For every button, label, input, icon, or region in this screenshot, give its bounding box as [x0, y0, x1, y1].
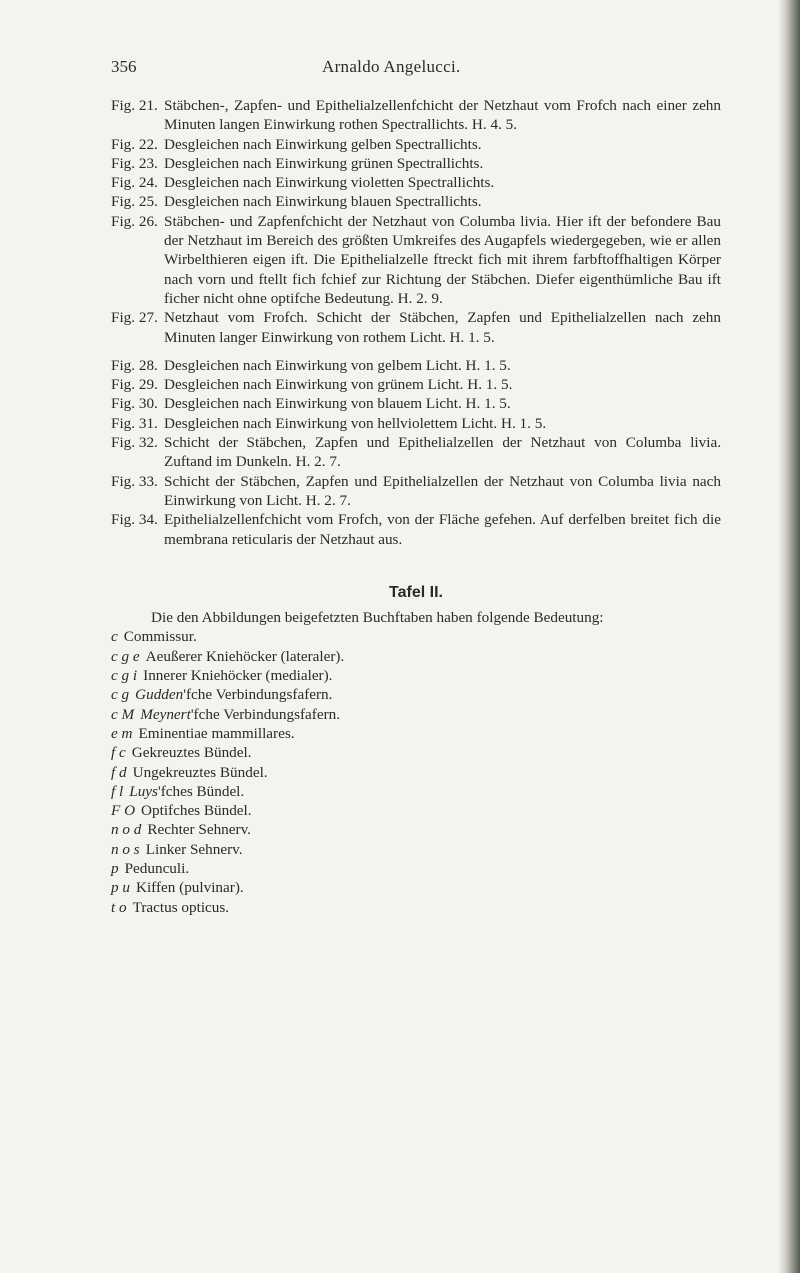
spacer	[111, 347, 721, 356]
legend-text: 'fches Bündel.	[157, 782, 245, 800]
legend-text: Commissur.	[123, 628, 197, 646]
legend-text: Pedunculi.	[124, 859, 190, 877]
figure-caption-30	[111, 394, 721, 413]
legend-abbr: p u	[111, 879, 130, 897]
figure-label: Fig. 26.	[111, 212, 158, 230]
figure-text: Desgleichen nach Einwirkung gelben Spectrallichts.	[164, 135, 482, 153]
legend-text: Gekreuztes Bündel.	[131, 744, 252, 762]
legend-text: Eminentiae mammillares.	[138, 724, 295, 742]
figure-text: Stäbchen-, Zapfen- und Epithelialzellenfchicht der Netzhaut vom Frofch nach einer zehn Minuten langen Einwirkung rothen Spectrallichts. H. 4. 5.	[164, 97, 721, 134]
figure-caption-29	[111, 375, 721, 394]
figure-caption-26	[111, 212, 721, 308]
figure-caption-21	[111, 96, 721, 135]
figure-text: Desgleichen nach Einwirkung von blauem Licht. H. 1. 5.	[164, 395, 511, 413]
figure-label: Fig. 32.	[111, 434, 158, 452]
legend-item	[111, 666, 721, 685]
page-body	[111, 96, 721, 917]
figure-caption-25	[111, 192, 721, 211]
figure-label: Fig. 31.	[111, 414, 158, 432]
figure-label: Fig. 25.	[111, 193, 158, 211]
figure-text: Desgleichen nach Einwirkung grünen Spectrallichts.	[164, 154, 484, 172]
page-header	[0, 57, 800, 79]
page-edge-shadow	[778, 0, 800, 1273]
figure-label: Fig. 33.	[111, 472, 158, 490]
figure-caption-27	[111, 308, 721, 347]
figure-caption-22	[111, 135, 721, 154]
legend-text: Linker Sehnerv.	[145, 840, 243, 858]
figure-caption-32	[111, 433, 721, 472]
legend-item	[111, 743, 721, 762]
legend-item	[111, 859, 721, 878]
legend-abbr: f l	[111, 782, 124, 800]
figure-text: Desgleichen nach Einwirkung blauen Spectrallichts.	[164, 193, 482, 211]
legend-text: Rechter Sehnerv.	[147, 821, 251, 839]
plate-title: Tafel II.	[389, 583, 443, 601]
legend-abbr: c	[111, 628, 118, 646]
legend-abbr: e m	[111, 724, 133, 742]
legend-text: 'fche Verbindungsfafern.	[190, 705, 341, 723]
figure-label: Fig. 21.	[111, 97, 158, 114]
legend-item	[111, 705, 721, 724]
figure-label: Fig. 28.	[111, 356, 158, 374]
legend-text: Ungekreuztes Bündel.	[132, 763, 268, 781]
legend-item	[111, 763, 721, 782]
figure-text: Epithelialzellenfchicht vom Frofch, von der Fläche gefehen. Auf derfelben breitet fich die membrana reticularis der Netzhaut aus.	[164, 511, 721, 548]
running-head: Arnaldo Angelucci.	[322, 57, 461, 76]
legend-item	[111, 685, 721, 704]
legend-item	[111, 647, 721, 666]
legend-abbr: n o d	[111, 821, 142, 839]
figure-label: Fig. 30.	[111, 395, 158, 413]
legend-abbr: f c	[111, 744, 126, 762]
figure-caption-28	[111, 356, 721, 375]
figure-text: Desgleichen nach Einwirkung von gelbem Licht. H. 1. 5.	[164, 356, 511, 374]
figure-caption-33	[111, 472, 721, 511]
legend-abbr: c g	[111, 686, 130, 704]
figure-caption-34	[111, 510, 721, 549]
figure-label: Fig. 23.	[111, 154, 158, 172]
legend-abbr: c g i	[111, 667, 138, 685]
legend-abbr: t o	[111, 898, 127, 916]
legend-abbr: c g e	[111, 647, 140, 665]
legend-text: Aeußerer Kniehöcker (lateraler).	[145, 647, 345, 665]
legend-abbr: c M	[111, 705, 135, 723]
figure-label: Fig. 22.	[111, 135, 158, 153]
page-number: 356	[111, 57, 137, 76]
legend-text: Innerer Kniehöcker (medialer).	[143, 667, 333, 685]
figure-text: Schicht der Stäbchen, Zapfen und Epithelialzellen der Netzhaut von Columba livia. Zuftand im Dunkeln. H. 2. 7.	[164, 434, 721, 471]
legend-author: Luys	[129, 782, 158, 800]
figure-label: Fig. 24.	[111, 174, 158, 192]
legend-author: Gudden	[135, 686, 184, 704]
figure-caption-31	[111, 414, 721, 433]
figure-label: Fig. 27.	[111, 309, 158, 327]
legend-item	[111, 724, 721, 743]
legend-item	[111, 801, 721, 820]
figure-text: Schicht der Stäbchen, Zapfen und Epithelialzellen der Netzhaut von Columba livia nach Einwirkung von Licht. H. 2. 7.	[164, 472, 721, 509]
legend-author: Meynert	[140, 705, 191, 723]
figure-label: Fig. 29.	[111, 376, 158, 394]
legend-text: 'fche Verbindungsfafern.	[183, 686, 333, 704]
legend-item	[111, 627, 721, 646]
figure-text: Netzhaut vom Frofch. Schicht der Stäbchen, Zapfen und Epithelialzellen nach zehn Minuten langer Einwirkung von rothem Licht. H. 1. 5.	[164, 309, 721, 346]
legend-abbr: f d	[111, 763, 127, 781]
legend-abbr: F O	[111, 802, 136, 820]
figure-caption-24	[111, 173, 721, 192]
figure-text: Desgleichen nach Einwirkung violetten Spectrallichts.	[164, 174, 495, 192]
plate-intro: Die den Abbildungen beigefetzten Buchftaben haben folgende Bedeutung:	[151, 609, 604, 627]
figure-text: Stäbchen- und Zapfenfchicht der Netzhaut von Columba livia. Hier ift der befondere Bau der Netzhaut im Bereich des größten Umkreifes des Augapfels wiedergegeben, wie er allen Wirbelthieren eigen ift. Die Epithelialzelle ftreckt fich mit ihrem farbftoffhaltigen Körper nach vorn und ftellt fich fchief zur Richtung der Stäbchen. Diefer eigenthümliche Bau ift ficher nicht ohne optifche Bedeutung. H. 2. 9.	[164, 212, 721, 307]
legend-item	[111, 878, 721, 897]
figure-text: Desgleichen nach Einwirkung von hellviolettem Licht. H. 1. 5.	[164, 414, 547, 432]
figure-label: Fig. 34.	[111, 511, 158, 529]
figure-text: Desgleichen nach Einwirkung von grünem Licht. H. 1. 5.	[164, 376, 513, 394]
legend-text: Optifches Bündel.	[141, 802, 252, 820]
legend-item	[111, 898, 721, 917]
figure-caption-23	[111, 154, 721, 173]
legend-abbr: p	[111, 859, 119, 877]
legend-item	[111, 820, 721, 839]
legend-abbr: n o s	[111, 840, 140, 858]
legend-item	[111, 840, 721, 859]
legend-item	[111, 782, 721, 801]
legend-text: Kiffen (pulvinar).	[135, 879, 244, 897]
legend-text: Tractus opticus.	[132, 898, 230, 916]
